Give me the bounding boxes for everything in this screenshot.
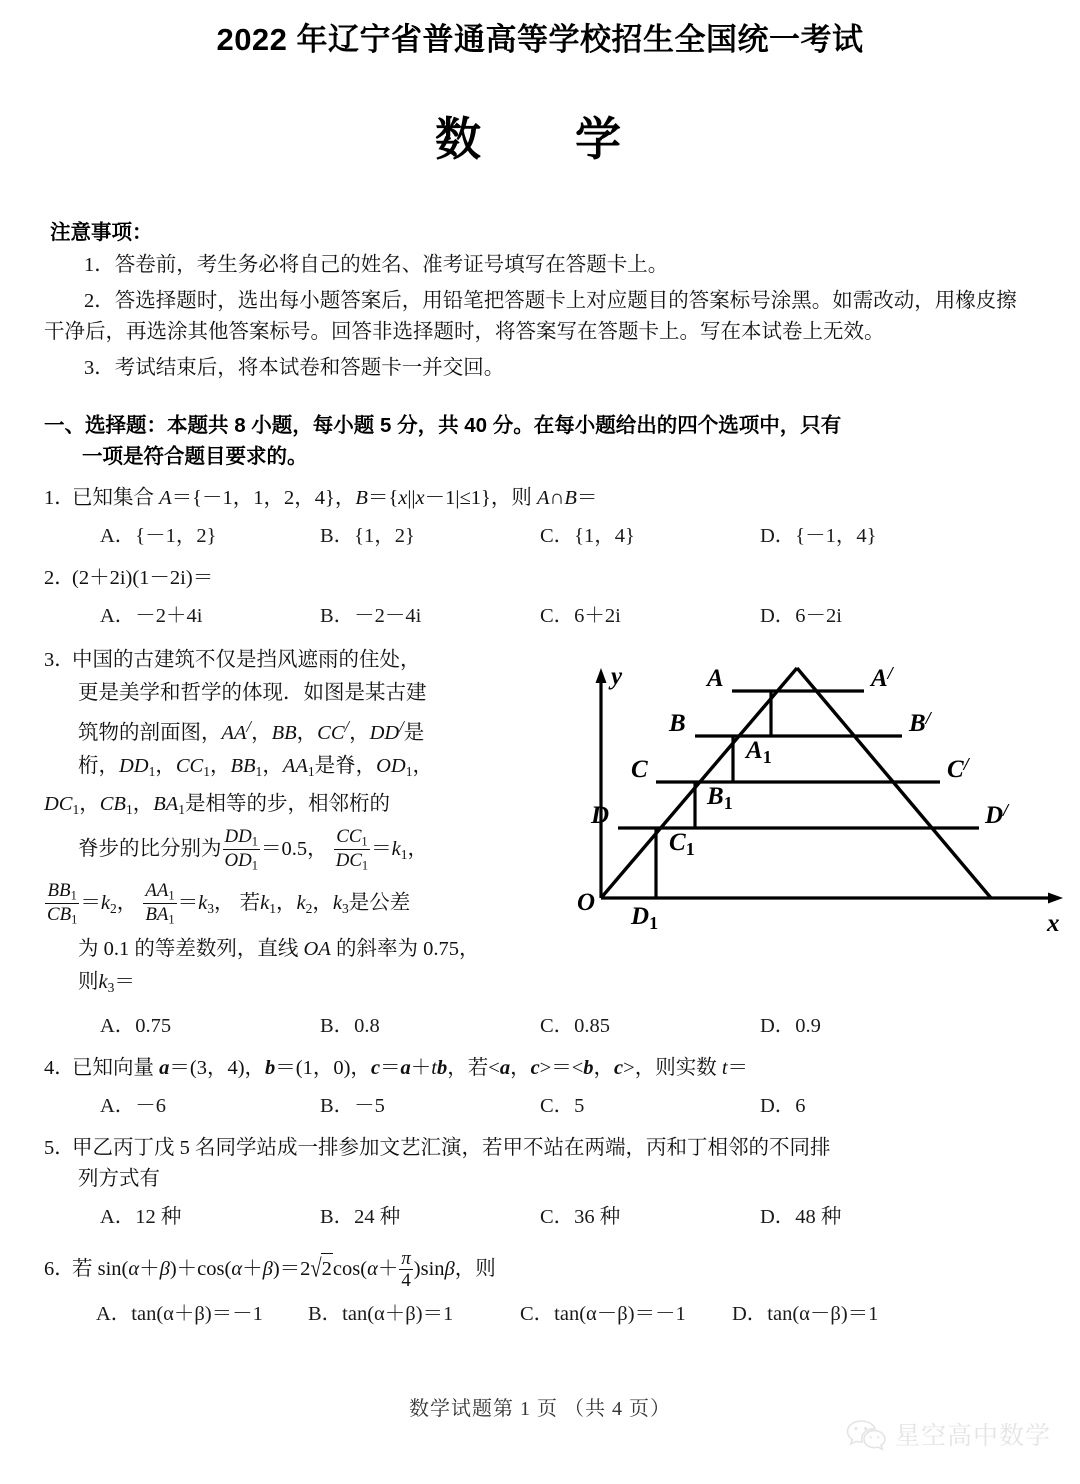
label-D: D: [591, 802, 610, 829]
wechat-icon: [846, 1417, 886, 1451]
label-A: A: [707, 665, 724, 692]
label-B: B: [669, 710, 686, 737]
option-b[interactable]: B．{1，2}: [320, 525, 415, 547]
option-c[interactable]: C．0.85: [540, 1014, 611, 1037]
question-6-number: 6．: [44, 1258, 75, 1281]
question-5-text-line2: 列方式有: [78, 1167, 160, 1190]
notice-heading: 注意事项：: [50, 221, 153, 244]
watermark: [846, 1416, 1051, 1452]
label-D-prime: D/: [985, 800, 1009, 829]
label-D1: $D_1$: [631, 903, 659, 933]
label-A1: $A_1$: [746, 737, 772, 767]
q3-line-8: 为 0.1 的等差数列，直线 OA 的斜率为 0.75，: [78, 938, 480, 960]
section-header-line2: 一项是符合题目要求的。: [82, 445, 308, 468]
y-axis-arrow: [596, 668, 607, 683]
option-a[interactable]: A．0.75: [100, 1014, 172, 1037]
question-1-number: 1．: [44, 487, 75, 509]
option-d[interactable]: D．0.9: [760, 1014, 821, 1037]
q3-line-6: 脊步的比分别为 $\frac{DD_1}{OD_1}$ ＝0.5， $\frac{CC_1}{DC_1}$ $=k_1$，: [78, 825, 429, 873]
fraction-pi-4: $\frac{\pi}{4}$: [401, 1247, 411, 1291]
q3-line-9: 则$k_3=$: [78, 971, 135, 995]
q3-line-7: $\frac{BB_1}{CB_1}$ $=k_2$， $\frac{AA_1}{BA_1}$ $=k_3$， 若$k_1$，$k_2$，$k_3$是公差: [47, 879, 411, 927]
exam-page: [0, 14, 1080, 1484]
option-c[interactable]: C．tan(α－β)＝－1: [520, 1303, 686, 1325]
label-C-prime: C/: [947, 754, 969, 783]
question-5-options: [44, 1202, 1036, 1233]
label-B1: $B_1$: [707, 783, 733, 813]
fraction-dd1-od1: $\frac{DD_1}{OD_1}$: [224, 825, 258, 873]
question-3-options: [44, 1011, 1036, 1042]
question-5-text-line1: 甲乙丙丁戊 5 名同学站成一排参加文艺汇演，若甲不站在两端，丙和丁相邻的不同排: [72, 1136, 831, 1159]
option-c[interactable]: C．{1，4}: [540, 525, 635, 547]
q3-line-5: $DC_1$，$CB_1$，$BA_1$是相等的步，相邻桁的: [44, 792, 391, 817]
notice-item-2: 2．答选择题时，选出每小题答案后，用铅笔把答题卡上对应题目的答案标号涂黑。如需改动，用橡皮擦干净后，再选涂其他答案标号。回答非选择题时，将答案写在答题卡上。写在本试卷上无效。: [44, 290, 1017, 343]
question-4: [44, 1053, 1036, 1084]
option-a[interactable]: A．{－1，2}: [100, 525, 217, 547]
watermark-text: 星空高中数学: [895, 1422, 1052, 1450]
option-c[interactable]: C．36 种: [540, 1205, 621, 1228]
question-3-text: [44, 644, 514, 1004]
option-b[interactable]: B．tan(α＋β)＝1: [308, 1303, 454, 1325]
question-4-options: [44, 1091, 1036, 1122]
figure-svg: [539, 648, 1079, 948]
section-header: [44, 410, 1036, 472]
label-x-axis: x: [1047, 910, 1060, 937]
label-C1: $C_1$: [669, 829, 695, 859]
fraction-bb1-cb1: $\frac{BB_1}{CB_1}$: [47, 879, 78, 927]
option-d[interactable]: D．tan(α－β)＝1: [732, 1303, 879, 1325]
question-6-options: [44, 1299, 1036, 1330]
section-header-line1: 一、选择题：本题共 8 小题，每小题 5 分，共 40 分。在每小题给出的四个选项中，只有: [44, 414, 842, 437]
fraction-aa1-ba1: $\frac{AA_1}{BA_1}$: [145, 879, 175, 927]
option-d[interactable]: D．{－1，4}: [760, 525, 877, 547]
question-5-number: 5．: [44, 1136, 75, 1159]
q3-line-1: 中国的古建筑不仅是挡风遮雨的住处，: [72, 649, 421, 671]
question-1-options: [44, 521, 1036, 552]
option-c[interactable]: C．6＋2i: [540, 605, 621, 627]
fraction-cc1-dc1: $\frac{CC_1}{DC_1}$: [335, 825, 369, 873]
question-5: [44, 1133, 1036, 1195]
question-1: [44, 483, 1036, 514]
question-3-number: 3．: [44, 649, 75, 671]
option-d[interactable]: D．48 种: [760, 1205, 842, 1228]
label-O: O: [577, 889, 596, 916]
question-2-number: 2．: [44, 567, 75, 589]
question-2-text: (2＋2i)(1－2i)＝: [72, 567, 214, 589]
notice-item-1: 1．答卷前，考生务必将自己的姓名、准考证号填写在答题卡上。: [84, 254, 669, 276]
label-C: C: [631, 756, 648, 783]
notice-item-3: 3．考试结束后，将本试卷和答题卡一并交回。: [84, 357, 505, 379]
q3-line-3: 筑物的剖面图，AA/，BB，CC/，DD/是: [78, 717, 425, 744]
x-axis-arrow: [1048, 893, 1063, 904]
option-b[interactable]: B．0.8: [320, 1014, 380, 1037]
label-A-prime: A/: [871, 663, 893, 692]
option-d[interactable]: D．6－2i: [760, 605, 842, 627]
option-a[interactable]: A．－6: [100, 1094, 167, 1117]
building-cross-section-figure: [539, 648, 1079, 948]
question-4-number: 4．: [44, 1056, 75, 1079]
page-footer: 数学试题第 1 页 （共 4 页）: [409, 1398, 671, 1420]
option-b[interactable]: B．24 种: [320, 1205, 401, 1228]
question-6: [44, 1249, 1036, 1292]
question-2-options: [44, 601, 1036, 632]
question-1-text: 已知集合 A＝{－1，1，2，4}，B＝{x||x－1|≤1}，则 A∩B＝: [72, 487, 598, 509]
question-3: [44, 644, 1060, 1004]
option-a[interactable]: A．12 种: [100, 1205, 182, 1228]
page-title: 2022 年辽宁省普通高等学校招生全国统一考试: [216, 22, 864, 57]
question-4-text: 已知向量 a＝(3，4)，b＝(1，0)，c＝a＋tb，若<a，c>＝<b，c>，则实数 t＝: [72, 1056, 749, 1079]
question-6-text: 若 sin(α＋β)＋cos(α＋β)＝2√2cos(α＋ $\frac{\pi}{4}$ )sinβ，则: [72, 1247, 496, 1291]
q3-line-2: 更是美学和哲学的体现．如图是某古建: [78, 682, 427, 704]
option-d[interactable]: D．6: [760, 1094, 806, 1117]
question-2: [44, 563, 1036, 594]
option-b[interactable]: B．－5: [320, 1094, 385, 1117]
option-a[interactable]: A．－2＋4i: [100, 605, 203, 627]
label-B-prime: B/: [909, 708, 931, 737]
q3-line-4: 桁，$DD_1$，$CC_1$，$BB_1$，$AA_1$是脊，$OD_1$，: [78, 754, 433, 779]
label-y-axis: y: [611, 663, 623, 690]
option-b[interactable]: B．－2－4i: [320, 605, 422, 627]
subject-title: 数 学: [435, 113, 645, 165]
option-c[interactable]: C．5: [540, 1094, 585, 1117]
option-a[interactable]: A．tan(α＋β)＝－1: [96, 1303, 263, 1325]
